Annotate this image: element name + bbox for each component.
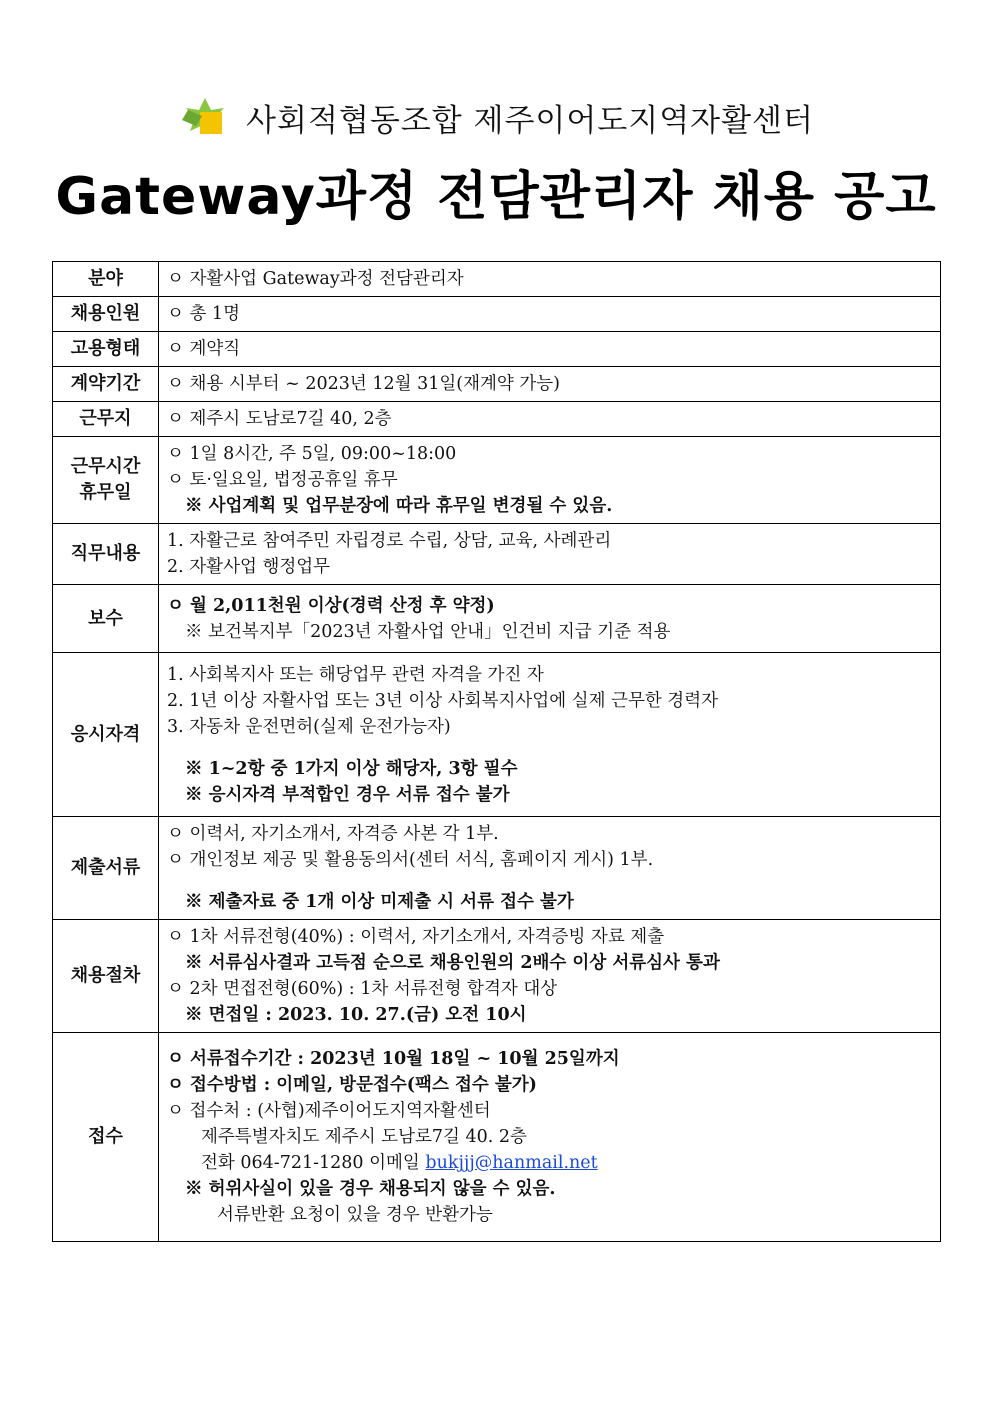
headcount-line: ㅇ 총 1명 <box>167 304 240 324</box>
pay-line: ㅇ 월 2,011천원 이상(경력 산정 후 약정) <box>167 595 495 616</box>
content-field <box>159 262 941 297</box>
label-contract-period: 계약기간 <box>53 367 159 402</box>
hours-line: ㅇ 1일 8시간, 주 5일, 09:00~18:00 <box>167 444 457 464</box>
row-reception <box>53 1033 941 1242</box>
content-employment-type <box>159 332 941 367</box>
reception-address: 제주특별자치도 제주시 도남로7길 40. 2층 <box>201 1127 527 1147</box>
page-title: Gateway과정 전담관리자 채용 공고 <box>55 167 937 227</box>
row-employment-type <box>53 332 941 367</box>
label-pay: 보수 <box>53 585 159 653</box>
row-headcount <box>53 297 941 332</box>
content-headcount <box>159 297 941 332</box>
row-procedure <box>53 920 941 1033</box>
label-duties: 직무내용 <box>53 524 159 585</box>
pay-note: ※ 보건복지부「2023년 자활사업 안내」인건비 지급 기준 적용 <box>185 621 671 642</box>
duties-line: 1. 자활근로 참여주민 자립경로 수립, 상담, 교육, 사례관리 <box>167 531 612 551</box>
row-documents <box>53 817 941 920</box>
reception-contact <box>167 1150 932 1176</box>
hours-line: ㅇ 토·일요일, 법정공휴일 휴무 <box>167 470 398 490</box>
row-hours <box>53 437 941 524</box>
label-employment-type: 고용형태 <box>53 332 159 367</box>
reception-place: ㅇ 접수처 : (사협)제주이어도지역자활센터 <box>167 1101 491 1121</box>
field-line: ㅇ 자활사업 Gateway과정 전담관리자 <box>167 269 464 289</box>
procedure-line: ㅇ 1차 서류전형(40%) : 이력서, 자기소개서, 자격증빙 자료 제출 <box>167 927 665 947</box>
row-pay <box>53 585 941 653</box>
row-field <box>53 262 941 297</box>
org-name: 사회적협동조합 제주이어도지역자활센터 <box>246 102 814 139</box>
documents-line: ㅇ 이력서, 자기소개서, 자격증 사본 각 1부. <box>167 824 499 844</box>
reception-return-note: 서류반환 요청이 있을 경우 반환가능 <box>217 1205 493 1225</box>
workplace-line: ㅇ 제주시 도남로7길 40, 2층 <box>167 409 392 429</box>
qualification-note: ※ 응시자격 부적합인 경우 서류 접수 불가 <box>185 784 510 805</box>
reception-phone: 전화 064-721-1280 이메일 <box>201 1153 420 1173</box>
label-reception: 접수 <box>53 1033 159 1242</box>
content-duties <box>159 524 941 585</box>
org-line <box>0 88 992 146</box>
label-hours-2: 휴무일 <box>79 482 132 503</box>
procedure-line: ㅇ 2차 면접전형(60%) : 1차 서류전형 합격자 대상 <box>167 979 558 999</box>
contract-period-line: ㅇ 채용 시부터 ~ 2023년 12월 31일(재계약 가능) <box>167 374 560 394</box>
label-procedure: 채용절차 <box>53 920 159 1033</box>
row-qualification <box>53 653 941 817</box>
row-contract-period <box>53 367 941 402</box>
content-hours <box>159 437 941 524</box>
spacer <box>167 740 932 756</box>
hours-note: ※ 사업계획 및 업무분장에 따라 휴무일 변경될 수 있음. <box>185 496 613 516</box>
reception-note: ※ 허위사실이 있을 경우 채용되지 않을 수 있음. <box>185 1179 556 1199</box>
content-documents <box>159 817 941 920</box>
interview-date: ※ 면접일 : 2023. 10. 27.(금) 오전 10시 <box>185 1005 527 1025</box>
job-info-table <box>52 261 941 1242</box>
content-workplace <box>159 402 941 437</box>
qualification-line: 1. 사회복지사 또는 해당업무 관련 자격을 가진 자 <box>167 664 544 685</box>
procedure-note: ※ 서류심사결과 고득점 순으로 채용인원의 2배수 이상 서류심사 통과 <box>185 953 720 973</box>
label-hours <box>53 437 159 524</box>
label-field: 분야 <box>53 262 159 297</box>
leaf-star-logo-icon <box>178 96 232 138</box>
label-headcount: 채용인원 <box>53 297 159 332</box>
content-contract-period <box>159 367 941 402</box>
label-qualification: 응시자격 <box>53 653 159 817</box>
email-link[interactable]: bukjjj@hanmail.net <box>425 1153 598 1173</box>
label-hours-1: 근무시간 <box>70 456 141 477</box>
employment-type-line: ㅇ 계약직 <box>167 339 241 359</box>
documents-note: ※ 제출자료 중 1개 이상 미제출 시 서류 접수 불가 <box>185 892 574 912</box>
qualification-line: 3. 자동차 운전면허(실제 운전가능자) <box>167 716 451 737</box>
reception-method: ㅇ 접수방법 : 이메일, 방문접수(팩스 접수 불가) <box>167 1075 537 1095</box>
content-qualification <box>159 653 941 817</box>
content-pay <box>159 585 941 653</box>
qualification-note: ※ 1~2항 중 1가지 이상 해당자, 3항 필수 <box>185 758 518 779</box>
content-procedure <box>159 920 941 1033</box>
row-duties <box>53 524 941 585</box>
qualification-line: 2. 1년 이상 자활사업 또는 3년 이상 사회복지사업에 실제 근무한 경력자 <box>167 690 719 711</box>
content-reception <box>159 1033 941 1242</box>
duties-line: 2. 자활사업 행정업무 <box>167 557 331 577</box>
header <box>0 88 992 229</box>
label-documents: 제출서류 <box>53 817 159 920</box>
spacer <box>167 873 932 889</box>
reception-period: ㅇ 서류접수기간 : 2023년 10월 18일 ~ 10월 25일까지 <box>167 1049 620 1069</box>
label-workplace: 근무지 <box>53 402 159 437</box>
row-workplace <box>53 402 941 437</box>
documents-line: ㅇ 개인정보 제공 및 활용동의서(센터 서식, 홈페이지 게시) 1부. <box>167 850 654 870</box>
